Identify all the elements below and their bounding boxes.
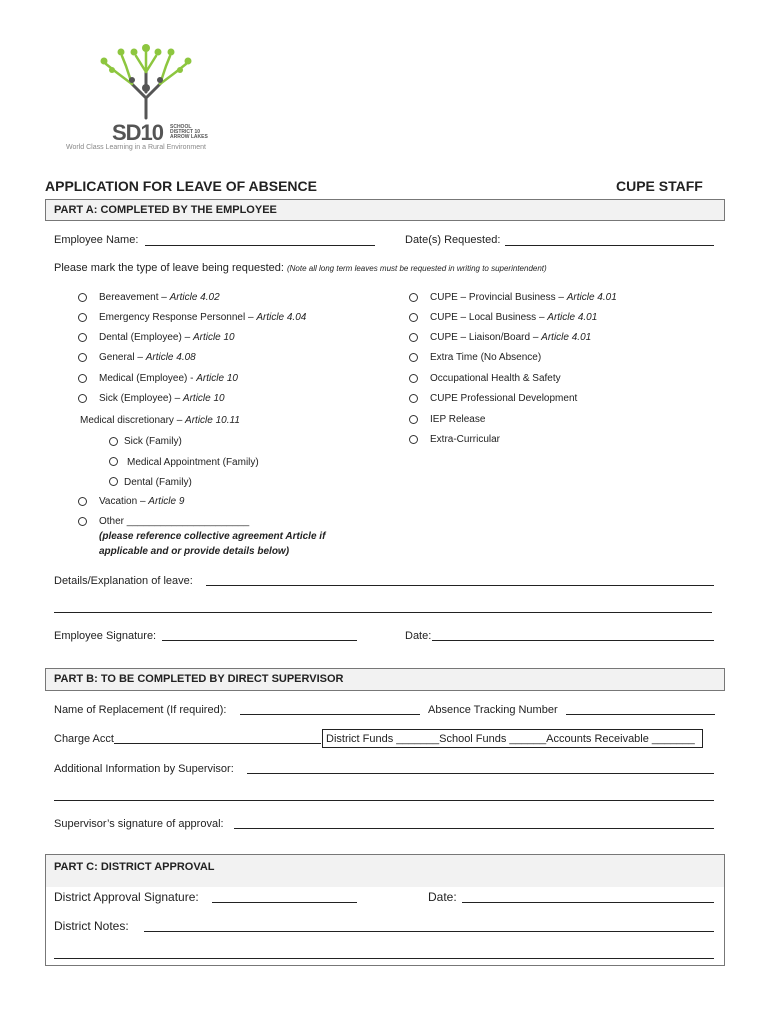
option-vacation: Vacation – Article 9 [99, 496, 185, 507]
medical-discretionary-label: Medical discretionary – Article 10.11 [80, 415, 240, 426]
radio-cupe-liaison[interactable] [409, 333, 418, 342]
radio-cupe-provincial[interactable] [409, 293, 418, 302]
radio-medical-appointment-family[interactable] [109, 457, 118, 466]
details-field-line-2[interactable] [54, 612, 712, 613]
radio-emergency-response[interactable] [78, 313, 87, 322]
option-extra-time: Extra Time (No Absence) [430, 352, 542, 363]
other-note-line-2: applicable and or provide details below) [99, 546, 290, 557]
dates-requested-label: Date(s) Requested: [405, 234, 501, 246]
radio-cupe-pd[interactable] [409, 394, 418, 403]
employee-date-label: Date: [405, 630, 432, 642]
radio-general[interactable] [78, 353, 87, 362]
tracking-field[interactable] [566, 714, 715, 715]
logo-tagline: World Class Learning in a Rural Environment [66, 144, 206, 151]
form-title: APPLICATION FOR LEAVE OF ABSENCE [45, 178, 317, 194]
district-date-label: Date: [428, 890, 457, 904]
details-field-line-1[interactable] [206, 585, 714, 586]
radio-bereavement[interactable] [78, 293, 87, 302]
part-c-header: PART C: DISTRICT APPROVAL [54, 861, 215, 873]
radio-dental-family[interactable] [109, 477, 118, 486]
option-extra-curricular: Extra-Curricular [430, 434, 501, 445]
part-b-header: PART B: TO BE COMPLETED BY DIRECT SUPERVISOR [45, 668, 725, 691]
logo-mark: SD10 [112, 120, 164, 145]
radio-vacation[interactable] [78, 497, 87, 506]
radio-sick-family[interactable] [109, 437, 118, 446]
radio-extra-time[interactable] [409, 353, 418, 362]
option-emergency-response: Emergency Response Personnel – Article 4.04 [99, 312, 307, 323]
logo-district-text: SCHOOL DISTRICT 10 ARROW LAKES [170, 124, 208, 140]
option-sick-family: Sick (Family) [124, 436, 182, 447]
part-a-header: PART A: COMPLETED BY THE EMPLOYEE [45, 199, 725, 221]
option-medical-employee: Medical (Employee) - Article 10 [99, 373, 238, 384]
option-occupational-health: Occupational Health & Safety [430, 373, 561, 384]
option-cupe-pd: CUPE Professional Development [430, 393, 578, 404]
additional-info-field-2[interactable] [54, 800, 714, 801]
district-signature-field[interactable] [212, 902, 357, 903]
employee-date-field[interactable] [432, 640, 714, 641]
leave-type-instruction: Please mark the type of leave being requested: (Note all long term leaves must be requested in writing to superintendent) [54, 262, 547, 274]
radio-extra-curricular[interactable] [409, 435, 418, 444]
charge-acct-field[interactable] [114, 743, 321, 744]
option-cupe-liaison: CUPE – Liaison/Board – Article 4.01 [430, 332, 592, 343]
district-signature-label: District Approval Signature: [54, 890, 199, 904]
dates-requested-field[interactable] [505, 245, 714, 246]
radio-other[interactable] [78, 517, 87, 526]
employee-name-field[interactable] [145, 245, 375, 246]
radio-dental-employee[interactable] [78, 333, 87, 342]
radio-iep-release[interactable] [409, 415, 418, 424]
option-sick-employee: Sick (Employee) – Article 10 [99, 393, 225, 404]
option-iep-release: IEP Release [430, 414, 486, 425]
radio-medical-employee[interactable] [78, 374, 87, 383]
district-date-field[interactable] [462, 902, 714, 903]
employee-signature-label: Employee Signature: [54, 630, 157, 642]
funds-box[interactable]: District Funds _______School Funds ______Accounts Receivable _______ [322, 729, 703, 748]
supervisor-approval-field[interactable] [234, 828, 714, 829]
district-notes-label: District Notes: [54, 919, 129, 933]
additional-info-label: Additional Information by Supervisor: [54, 763, 234, 775]
employee-signature-field[interactable] [162, 640, 357, 641]
tracking-label: Absence Tracking Number [428, 704, 558, 716]
option-other: Other ______________________ [99, 516, 250, 527]
other-note-line-1: (please reference collective agreement Article if [99, 531, 326, 542]
replacement-field[interactable] [240, 714, 420, 715]
radio-cupe-local[interactable] [409, 313, 418, 322]
radio-occupational-health[interactable] [409, 374, 418, 383]
option-dental-employee: Dental (Employee) – Article 10 [99, 332, 235, 343]
district-notes-field-1[interactable] [144, 931, 714, 932]
employee-name-label: Employee Name: [54, 234, 139, 246]
charge-acct-label: Charge Acct [54, 733, 114, 745]
option-general: General – Article 4.08 [99, 352, 196, 363]
option-cupe-local: CUPE – Local Business – Article 4.01 [430, 312, 598, 323]
staff-type: CUPE STAFF [616, 178, 703, 194]
instruction-note: (Note all long term leaves must be requested in writing to superintendent) [286, 264, 547, 273]
replacement-label: Name of Replacement (If required): [54, 704, 227, 716]
district-logo [66, 42, 226, 157]
option-cupe-provincial: CUPE – Provincial Business – Article 4.01 [430, 292, 617, 303]
option-bereavement: Bereavement – Article 4.02 [99, 292, 220, 303]
tree-logo-icon [96, 42, 196, 120]
district-notes-field-2[interactable] [54, 958, 714, 959]
supervisor-approval-label: Supervisor’s signature of approval: [54, 818, 224, 830]
option-dental-family: Dental (Family) [124, 477, 192, 488]
option-medical-appointment-family: Medical Appointment (Family) [127, 457, 259, 468]
radio-sick-employee[interactable] [78, 394, 87, 403]
additional-info-field-1[interactable] [247, 773, 714, 774]
details-label: Details/Explanation of leave: [54, 575, 193, 587]
